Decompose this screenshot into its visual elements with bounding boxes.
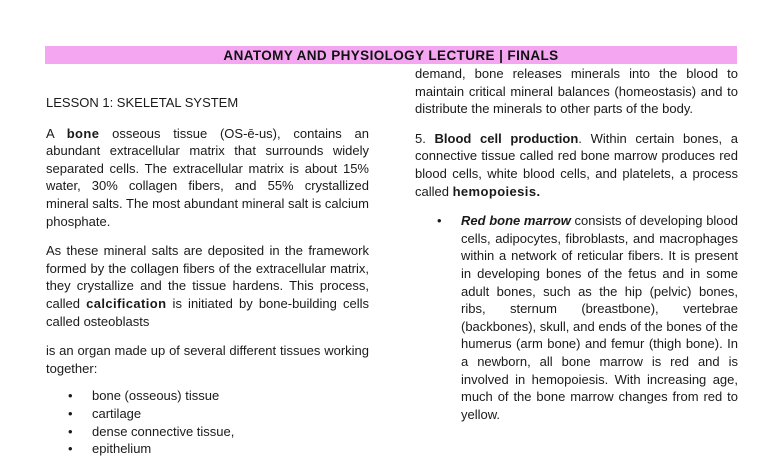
list-item	[415, 212, 738, 423]
calcification-paragraph	[46, 242, 369, 330]
left-column	[46, 94, 369, 458]
list-item: • epithelium	[46, 440, 369, 458]
term-calcification: calcification	[86, 295, 167, 311]
term-red-bone-marrow: Red bone marrow	[461, 213, 571, 229]
tissue-list	[46, 387, 369, 457]
right-column	[415, 65, 738, 423]
p5-mid: . Within certain bones, a connective tissue called red bone marrow produces red blood cells, white blood cells, and platelets, a process called	[415, 130, 738, 199]
p2-pre: As these mineral salts are deposited in the framework formed by the collagen fibers of the extracellular matrix, they crystallize and the tissue hardens. This process, called	[46, 243, 369, 311]
bone-definition-paragraph	[46, 125, 369, 231]
marrow-list	[415, 212, 738, 423]
marrow-text: consists of developing blood cells, adipocytes, fibroblasts, and macrophages within a network of reticular fibers. It is present in developing bones of the fetus and in some adult bones, such as the hip (pelvic) bones, ribs, sternum (breastbone), vertebrae (backbones), skull, and ends of the bones of the humerus (arm bone) and femur (thigh bone). In a newborn, all bone marrow is red and is involved in hemopoiesis. With increasing age, much of the bone marrow changes from red to yellow.	[461, 213, 739, 422]
page-header: ANATOMY AND PHYSIOLOGY LECTURE | FINALS	[45, 46, 737, 64]
p2-post: is initiated by bone-building cells called osteoblasts	[46, 295, 370, 329]
term-blood-cell-production: Blood cell production	[434, 130, 579, 146]
p1-pre: A	[46, 125, 67, 141]
term-hemopoiesis: hemopoiesis.	[452, 183, 541, 199]
organ-paragraph: is an organ made up of several different tissues working together:	[46, 343, 369, 376]
mineral-storage-continued: demand, bone releases minerals into the blood to maintain critical mineral balances (homeostasis) and to distribute the minerals to other parts of the body.	[415, 66, 738, 117]
p1-post: osseous tissue (OS-ē-us), contains an abundant extracellular matrix that surrounds widely separated cells. The extracellular matrix is about 15% water, 30% collagen fibers, and 55% crystallized mineral salts. The most abundant mineral salt is calcium phosphate.	[46, 125, 369, 229]
item-number: 5.	[415, 130, 435, 146]
list-item: • bone (osseous) tissue	[46, 387, 369, 405]
list-item: • cartilage	[46, 405, 369, 423]
blood-cell-production-paragraph	[415, 130, 738, 200]
term-bone: bone	[66, 125, 100, 141]
list-item: • dense connective tissue,	[46, 423, 369, 441]
lesson-heading: LESSON 1: SKELETAL SYSTEM	[46, 95, 239, 110]
